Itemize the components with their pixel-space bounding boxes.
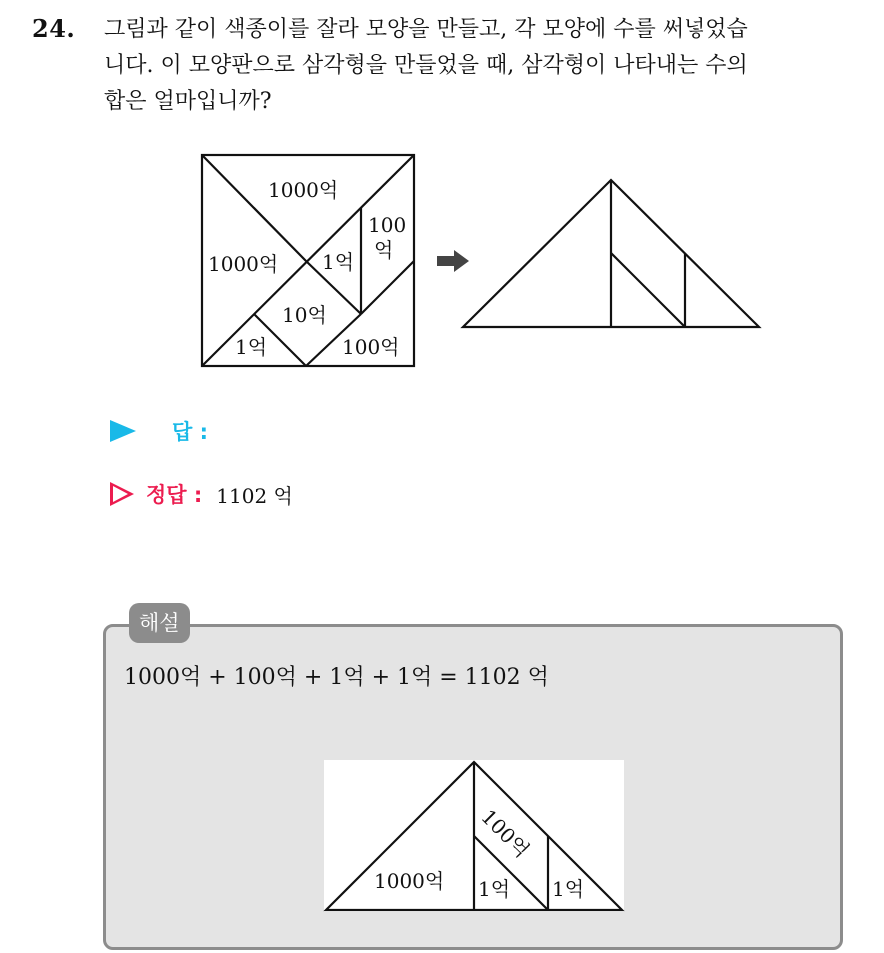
piece-label-bottom-right: 100억	[342, 335, 400, 359]
piece-label-small-bottom: 1억	[235, 335, 268, 359]
question-line-2: 니다. 이 모양판으로 삼각형을 만들었을 때, 삼각형이 나타내는 수의	[104, 53, 748, 78]
explain-label-small-left: 1억	[478, 877, 511, 901]
explain-label-small-right: 1억	[552, 877, 585, 901]
piece-label-left: 1000억	[208, 252, 279, 276]
question-line-3: 합은 얼마입니까?	[104, 89, 272, 114]
explain-label-parallelogram: 100억	[476, 804, 535, 863]
correct-answer-label: 정답 :	[146, 483, 203, 507]
correct-answer-value: 1102 억	[216, 483, 293, 508]
explanation-equation: 1000억 + 100억 + 1억 + 1억 = 1102 억	[124, 665, 549, 690]
explanation-tab: 해설	[129, 603, 190, 643]
question-line-1: 그림과 같이 색종이를 잘라 모양을 만들고, 각 모양에 수를 써넣었습	[104, 17, 748, 42]
explain-label-large: 1000억	[374, 869, 445, 893]
piece-label-square: 10억	[282, 303, 327, 327]
piece-label-small-center: 1억	[322, 250, 355, 274]
question-number: 24.	[32, 14, 76, 43]
piece-label-parallelogram-top: 100	[368, 213, 407, 237]
piece-label-top: 1000억	[268, 178, 339, 202]
piece-label-parallelogram-bottom: 억	[374, 238, 394, 262]
answer-label: 답 :	[172, 420, 208, 444]
